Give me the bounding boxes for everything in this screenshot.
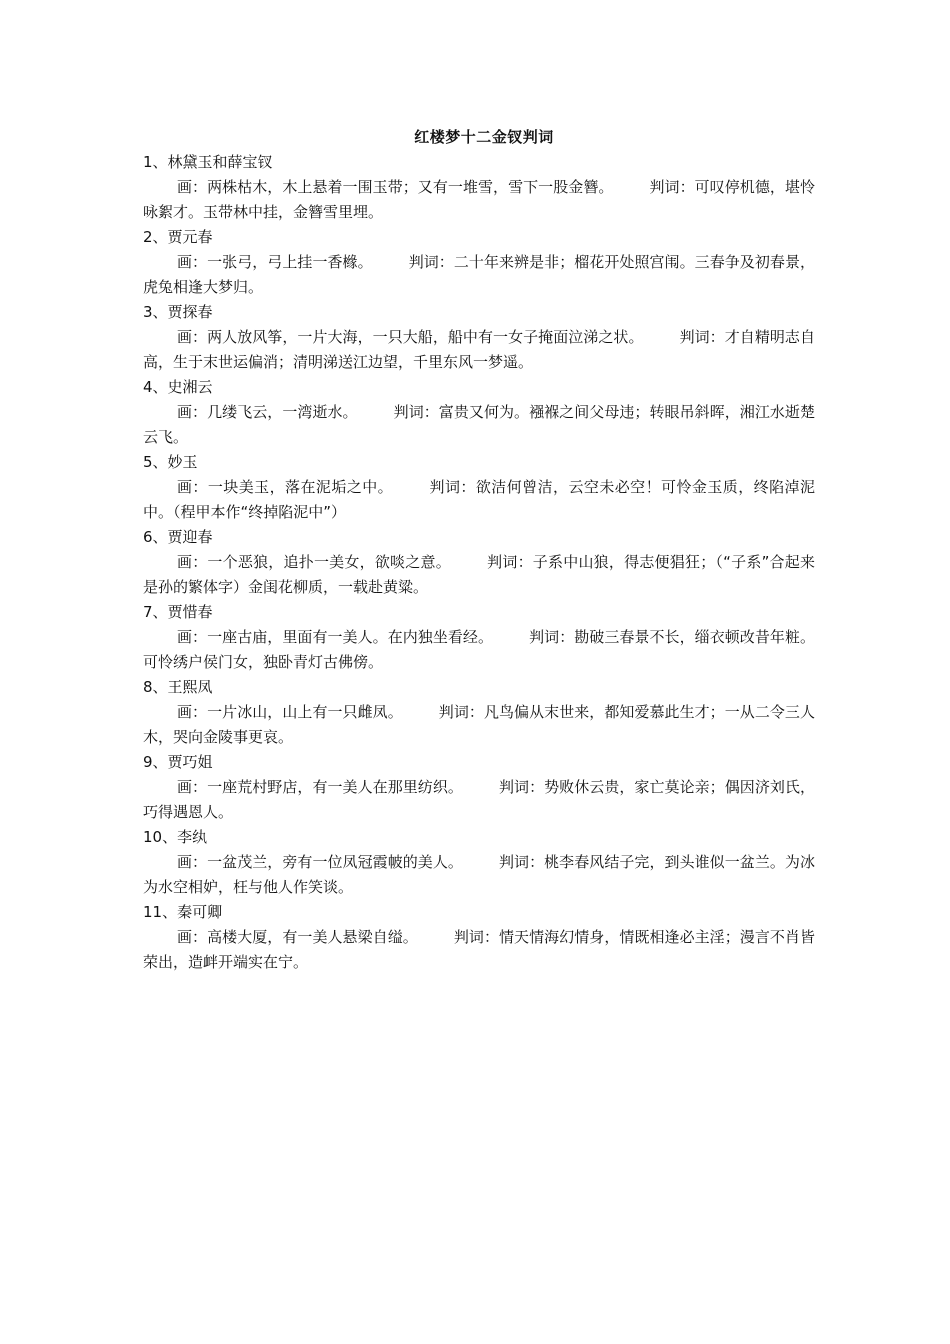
entry [143, 300, 815, 375]
entry [143, 900, 815, 975]
painting-text: 画：几缕飞云，一湾逝水。 [177, 403, 358, 421]
painting-text: 画：一座荒村野店，有一美人在那里纺织。 [177, 778, 463, 796]
painting-text: 画：高楼大厦，有一美人悬梁自缢。 [177, 928, 418, 946]
entry [143, 375, 815, 450]
painting-text: 画：两人放风筝，一片大海，一只大船，船中有一女子掩面泣涕之状。 [177, 328, 644, 346]
entry-heading: 6、贾迎春 [143, 528, 213, 546]
entry-heading: 1、林黛玉和薛宝钗 [143, 153, 273, 171]
verse-text: 判词：桃李春风结子完，到头谁似一盆兰。为冰为水空相妒，枉与他人作笑谈。 [143, 853, 815, 896]
entry-heading: 7、贾惜春 [143, 603, 213, 621]
entry-body [143, 325, 815, 375]
verse-text: 判词：可叹停机德，堪怜咏絮才。玉带林中挂，金簪雪里埋。 [143, 178, 815, 221]
verse-text: 判词：才自精明志自高，生于末世运偏消；清明涕送江边望，千里东风一梦遥。 [143, 328, 815, 371]
verse-text: 判词：子系中山狼，得志便猖狂；（“子系”合起来是孙的繁体字）金闺花柳质，一载赴黄粱。 [143, 553, 815, 596]
entry [143, 600, 815, 675]
entry-body [143, 850, 815, 900]
entry-heading: 10、李纨 [143, 828, 208, 846]
painting-text: 画：一座古庙，里面有一美人。在内独坐看经。 [177, 628, 494, 646]
entry [143, 750, 815, 825]
painting-text: 画：一张弓，弓上挂一香橼。 [177, 253, 373, 271]
verse-text: 判词：凡鸟偏从末世来，都知爱慕此生才；一从二令三人木，哭向金陵事更哀。 [143, 703, 815, 746]
entry [143, 825, 815, 900]
entry [143, 150, 815, 225]
verse-text: 判词：情天情海幻情身，情既相逢必主淫；漫言不肖皆荣出，造衅开端实在宁。 [143, 928, 815, 971]
entry-body [143, 625, 815, 675]
painting-text: 画：一个恶狼，追扑一美女，欲啖之意。 [177, 553, 451, 571]
entry [143, 675, 815, 750]
verse-text: 判词：二十年来辨是非；榴花开处照宫闱。三春争及初春景，虎兔相逢大梦归。 [143, 253, 815, 296]
entry-body [143, 400, 815, 450]
entry-heading: 4、史湘云 [143, 378, 213, 396]
entry-body [143, 175, 815, 225]
entry-body [143, 775, 815, 825]
entry-body [143, 475, 815, 525]
verse-text: 判词：欲洁何曾洁，云空未必空！可怜金玉质，终陷淖泥中。（程甲本作“终掉陷泥中”） [143, 478, 815, 521]
painting-text: 画：两株枯木，木上悬着一围玉带；又有一堆雪，雪下一股金簪。 [177, 178, 614, 196]
painting-text: 画：一块美玉，落在泥垢之中。 [177, 478, 394, 496]
painting-text: 画：一盆茂兰，旁有一位凤冠霞帔的美人。 [177, 853, 463, 871]
entry-heading: 3、贾探春 [143, 303, 213, 321]
document-title: 红楼梦十二金钗判词 [414, 128, 554, 146]
entry [143, 450, 815, 525]
verse-text: 判词：勘破三春景不长，缁衣顿改昔年粧。可怜绣户侯门女，独卧青灯古佛傍。 [143, 628, 815, 671]
verse-text: 判词：势败休云贵，家亡莫论亲；偶因济刘氏，巧得遇恩人。 [143, 778, 815, 821]
entry [143, 225, 815, 300]
entry-body [143, 925, 815, 975]
document-page [143, 124, 815, 975]
entry-heading: 5、妙玉 [143, 453, 198, 471]
entry-heading: 9、贾巧姐 [143, 753, 213, 771]
entry-body [143, 250, 815, 300]
entry-body [143, 700, 815, 750]
entry-heading: 2、贾元春 [143, 228, 213, 246]
verse-text: 判词：富贵又何为。襁褓之间父母违；转眼吊斜晖，湘江水逝楚云飞。 [143, 403, 815, 446]
entry-heading: 8、王熙凤 [143, 678, 213, 696]
painting-text: 画：一片冰山，山上有一只雌凤。 [177, 703, 403, 721]
entry-heading: 11、秦可卿 [143, 903, 223, 921]
entry-body [143, 550, 815, 600]
entry [143, 525, 815, 600]
